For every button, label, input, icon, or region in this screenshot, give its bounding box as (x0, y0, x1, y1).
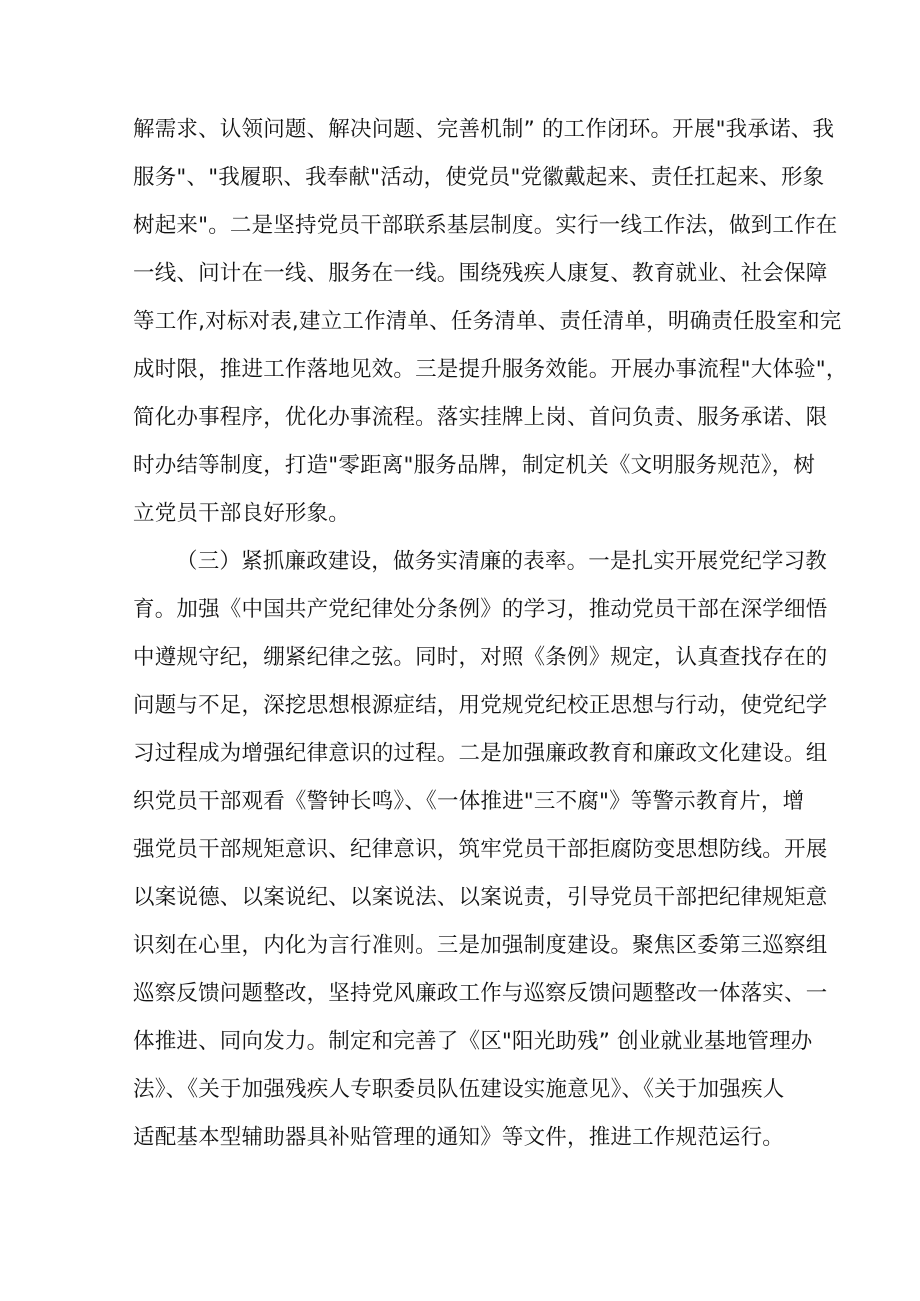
paragraph-line: 立党员干部良好形象。 (133, 501, 351, 526)
paragraph-line: 育。加强《中国共产党纪律处分条例》的学习，推动党员干部在深学细悟 (133, 597, 828, 622)
paragraph-line: 树起来"。二是坚持党员干部联系基层制度。实行一线工作法，做到工作在 (133, 213, 838, 238)
section-heading-line: （三）紧抓廉政建设，做务实清廉的表率。一是扎实开展党纪学习教 (176, 549, 828, 574)
paragraph-line: 巡察反馈问题整改，坚持党风廉政工作与巡察反馈问题整改一体落实、一 (133, 981, 828, 1006)
paragraph-line: 时办结等制度，打造"零距离"服务品牌，制定机关《文明服务规范》，树 (133, 453, 816, 478)
paragraph-line: 识刻在心里，内化为言行准则。三是加强制度建设。聚焦区委第三巡察组 (133, 933, 828, 958)
paragraph-line: 简化办事程序，优化办事流程。落实挂牌上岗、首问负责、服务承诺、限 (133, 405, 828, 430)
paragraph-line: 成时限，推进工作落地见效。三是提升服务效能。开展办事流程"大体验"， (133, 357, 848, 382)
paragraph-line: 以案说德、以案说纪、以案说法、以案说责，引导党员干部把纪律规矩意 (133, 885, 828, 910)
paragraph-line: 体推进、同向发力。制定和完善了《区"阳光助残” 创业就业基地管理办 (133, 1029, 813, 1054)
paragraph-line: 中遵规守纪，绷紧纪律之弦。同时，对照《条例》规定，认真查找存在的 (133, 645, 828, 670)
paragraph-line: 一线、问计在一线、服务在一线。围绕残疾人康复、教育就业、社会保障 (133, 261, 828, 286)
paragraph-line: 解需求、认领问题、解决问题、完善机制” 的工作闭环。开展"我承诺、我 (133, 117, 835, 142)
paragraph-line: 法》、《关于加强残疾人专职委员队伍建设实施意见》、《关于加强疾人 (133, 1077, 785, 1102)
paragraph-line: 织党员干部观看《警钟长鸣》、《一体推进"三不腐"》等警示教育片，增 (133, 789, 805, 814)
paragraph-line: 习过程成为增强纪律意识的过程。二是加强廉政教育和廉政文化建设。组 (133, 741, 828, 766)
paragraph-line: 服务"、"我履职、我奉献"活动，使党员"党徽戴起来、责任扛起来、形象 (133, 165, 825, 190)
paragraph-line: 问题与不足，深挖思想根源症结，用党规党纪校正思想与行动，使党纪学 (133, 693, 828, 718)
paragraph-line: 强党员干部规矩意识、纪律意识，筑牢党员干部拒腐防变思想防线。开展 (133, 837, 828, 862)
paragraph-line: 适配基本型辅助器具补贴管理的通知》等文件，推进工作规范运行。 (133, 1125, 785, 1150)
paragraph-line: 等工作,对标对表,建立工作清单、任务清单、责任清单，明确责任股室和完 (133, 309, 842, 334)
